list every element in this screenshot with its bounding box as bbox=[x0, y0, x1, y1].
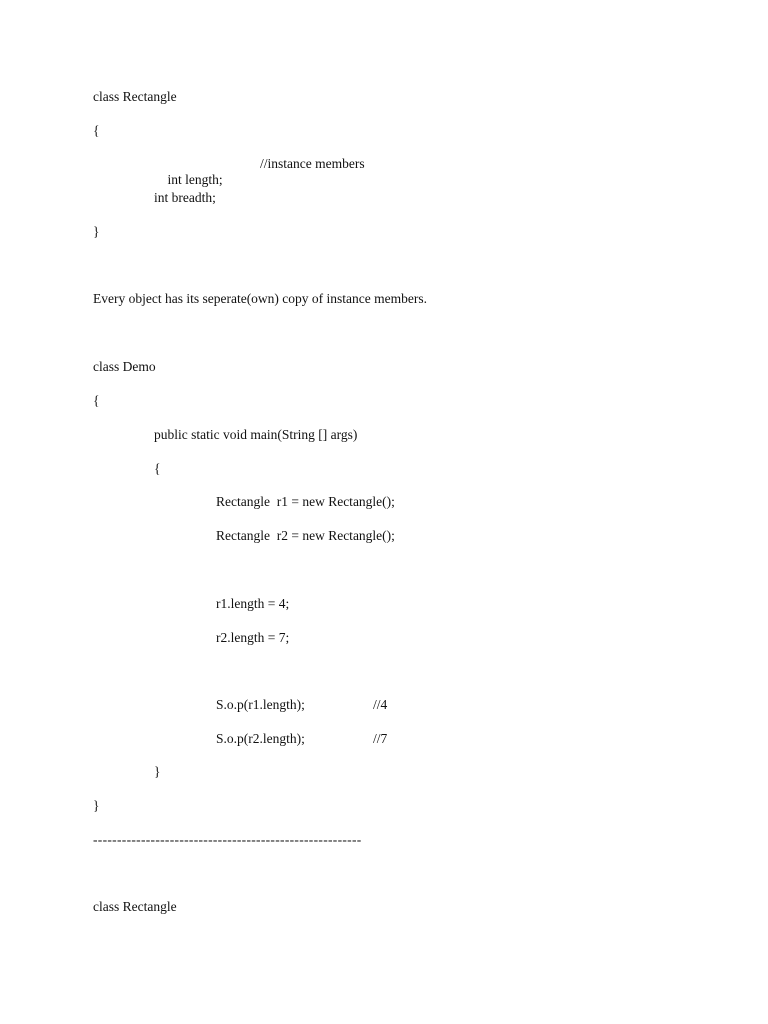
main-method-open-brace: { bbox=[154, 461, 161, 476]
separator-line: -------------------------------------------------------- bbox=[93, 832, 362, 847]
statement-create-r1: Rectangle r1 = new Rectangle(); bbox=[216, 494, 395, 509]
class-rectangle-close-brace: } bbox=[93, 224, 100, 239]
statement-create-r2: Rectangle r2 = new Rectangle(); bbox=[216, 528, 395, 543]
class-demo-header: class Demo bbox=[93, 359, 156, 374]
field-length-comment: //instance members bbox=[260, 156, 365, 171]
statement-assign-r2: r2.length = 7; bbox=[216, 630, 290, 645]
field-breadth: int breadth; bbox=[154, 190, 216, 205]
print-r2-comment: //7 bbox=[373, 731, 388, 746]
main-method-signature: public static void main(String [] args) bbox=[154, 427, 358, 442]
field-length: int length; bbox=[167, 172, 223, 187]
class-rectangle-open-brace: { bbox=[93, 123, 100, 138]
main-method-close-brace: } bbox=[154, 764, 161, 779]
statement-assign-r1: r1.length = 4; bbox=[216, 596, 290, 611]
statement-print-r2: S.o.p(r2.length); bbox=[216, 731, 305, 746]
statement-print-r1: S.o.p(r1.length); bbox=[216, 697, 305, 712]
instance-members-note: Every object has its seperate(own) copy of instance members. bbox=[93, 291, 428, 306]
print-r1-comment: //4 bbox=[373, 697, 388, 712]
class-rectangle-header: class Rectangle bbox=[93, 89, 177, 104]
class-demo-open-brace: { bbox=[93, 393, 100, 408]
class-demo-close-brace: } bbox=[93, 798, 100, 813]
class-rectangle-header-2: class Rectangle bbox=[93, 899, 177, 914]
